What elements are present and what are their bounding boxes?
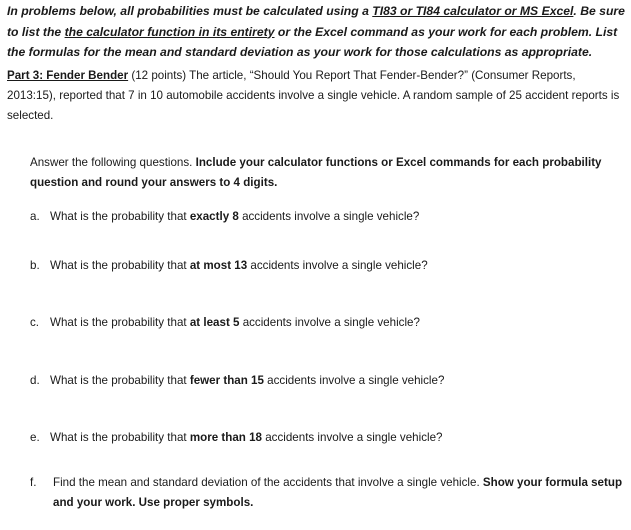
question-text-post: accidents involve a single vehicle? [238,210,420,223]
question-text [50,313,615,333]
question-text-pre: What is the probability that [50,210,190,223]
question-text-bold: fewer than 15 [189,374,264,387]
question-text-bold: Show your formula setup and your work. Use proper symbols. [53,476,623,509]
intro-text-1: In problems below, all probabilities must be calculated using a [7,4,373,18]
question-text [53,473,623,513]
part-3-title: Part 3: Fender Bender [7,69,129,82]
question-text-pre: What is the probability that [50,316,190,329]
question-text-pre: What is the probability that [50,431,190,444]
question-text [50,371,615,391]
question-text [50,256,615,276]
question-text [50,428,615,448]
intro-text-2: . Be sure to list the [7,4,625,39]
instructions-plain: Answer the following questions. [30,156,196,169]
question-text-bold: at most 13 [189,259,248,272]
question-letter: b. [30,259,40,272]
question-text-bold: at least 5 [189,316,240,329]
intro-calculator-phrase: TI83 or TI84 calculator or MS Excel [372,4,574,18]
question-text-post: accidents involve a single vehicle? [262,431,443,444]
question-text-post: accidents involve a single vehicle? [263,374,445,387]
intro-paragraph [7,1,627,63]
intro-function-phrase: the calculator function in its entirety [64,24,275,39]
intro-text-3: or the Excel command as your work for each problem. List the formulas for the mean and standard deviation as your work for those calculations as appropriate. [7,24,618,59]
question-text-pre: What is the probability that [50,259,190,272]
question-text-bold: exactly 8 [189,210,239,223]
instructions-paragraph [30,153,620,193]
question-text-post: accidents involve a single vehicle? [239,316,420,329]
question-letter: f. [30,476,37,489]
question-text-pre: What is the probability that [50,374,190,387]
question-text-bold: more than 18 [189,431,263,444]
question-letter: e. [30,431,40,444]
question-text [50,207,615,227]
part-3-body: (12 points) The article, “Should You Report That Fender-Bender?” (Consumer Reports, 2013:15), reported that 7 in 10 automobile accidents involve a single vehicle. A random sample of 25 accident reports is selected. [7,69,620,122]
question-letter: d. [30,374,40,387]
question-text-post: accidents involve a single vehicle? [247,259,428,272]
instructions-bold: Include your calculator functions or Excel commands for each probability question and round your answers to 4 digits. [30,156,602,189]
question-letter: a. [30,210,40,223]
question-text-pre: Find the mean and standard deviation of the accidents that involve a single vehicle. [53,476,483,489]
part-3-paragraph [7,66,622,126]
question-letter: c. [30,316,40,329]
